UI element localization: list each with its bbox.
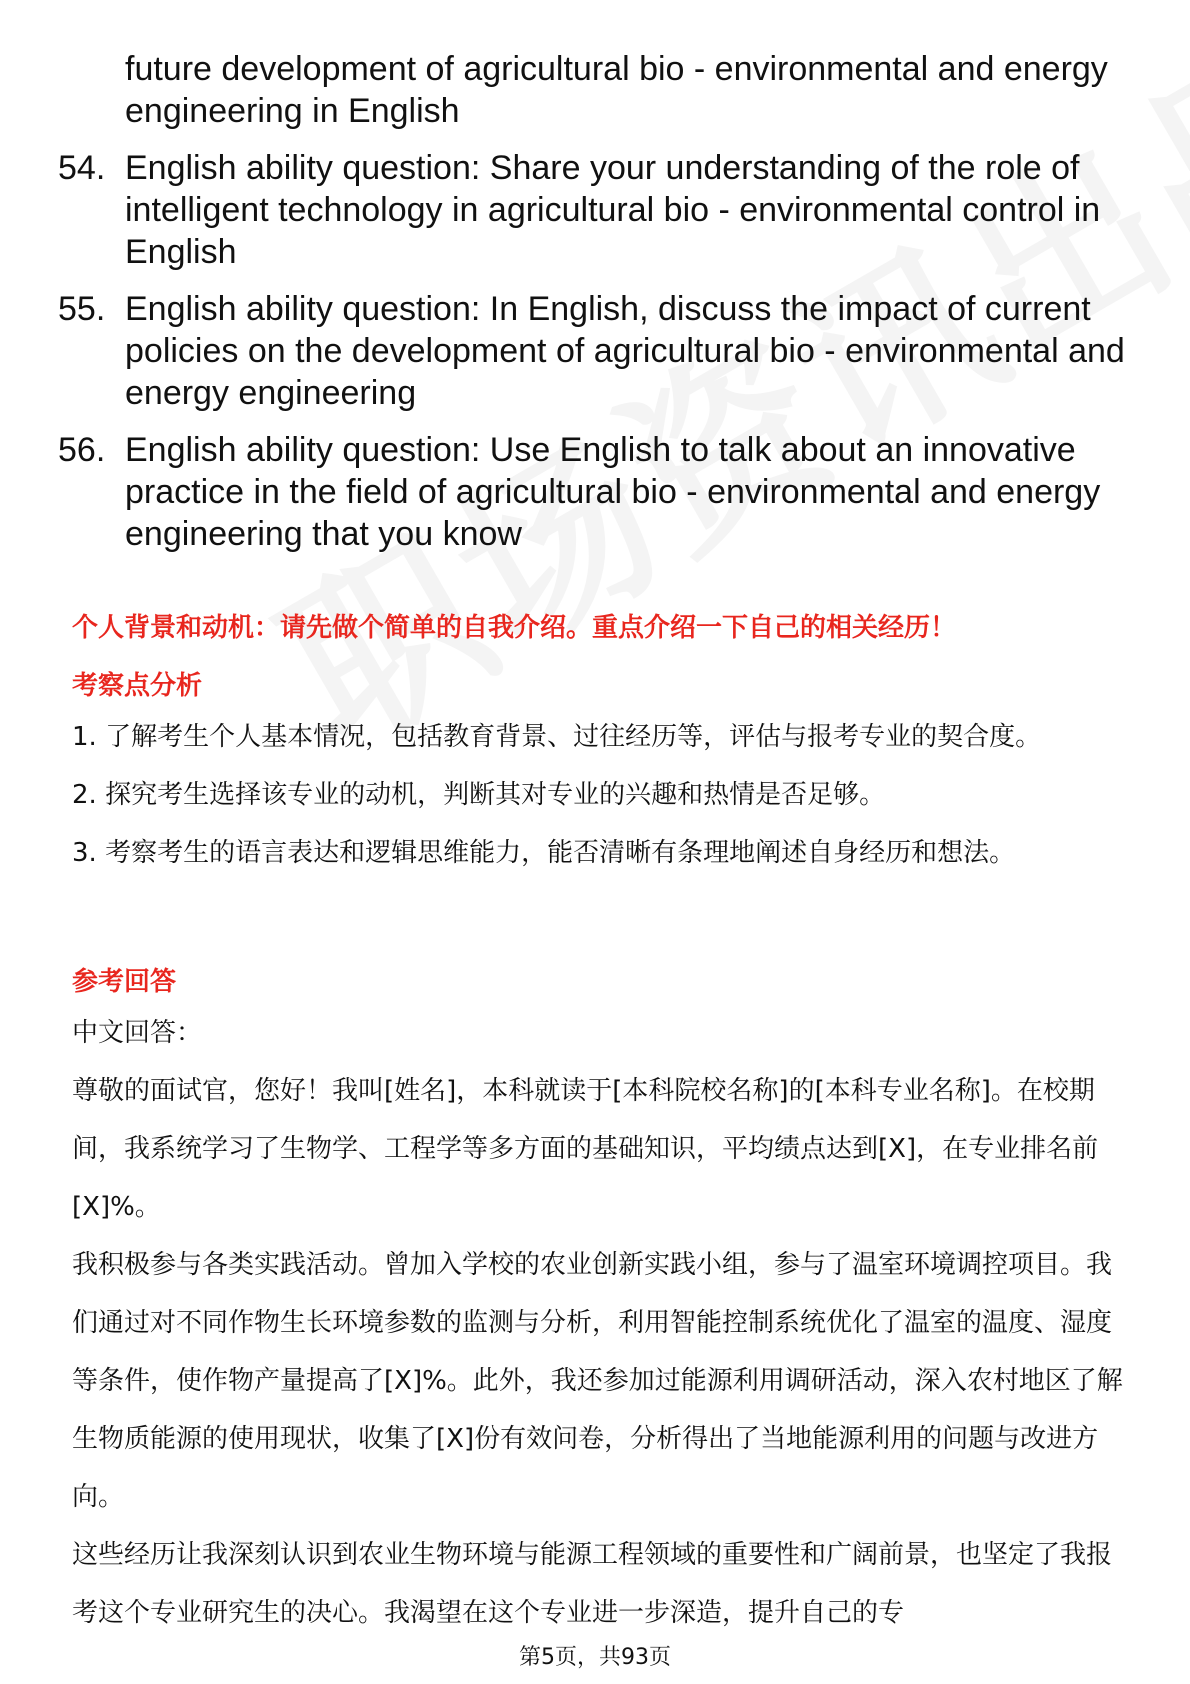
english-question-list [58, 48, 1138, 555]
question-number: 56. [58, 431, 106, 469]
question-item-55 [58, 288, 1138, 414]
answer-paragraph-3: 这些经历让我深刻认识到农业生物环境与能源工程领域的重要性和广阔前景，也坚定了我报考这个专业研究生的决心。我渴望在这个专业进一步深造，提升自己的专 [72, 1540, 1113, 1628]
answer-label: 中文回答： [72, 1018, 203, 1048]
analysis-point-1: 1. 了解考生个人基本情况，包括教育背景、过往经历等，评估与报考专业的契合度。 [72, 722, 1042, 752]
question-item-54 [58, 147, 1138, 273]
answer-paragraph-1: 尊敬的面试官，您好！我叫[姓名]，本科就读于[本科院校名称]的[本科专业名称]。在校期间，我系统学习了生物学、工程学等多方面的基础知识，平均绩点达到[X]，在专业排名前[X]%。 [72, 1076, 1099, 1222]
question-text: English ability question: Use English to talk about an innovative practice in the field of agricultural bio - environmental and energy engineering that you know [125, 431, 1101, 553]
question-number: 55. [58, 290, 106, 328]
question-continuation: future development of agricultural bio - environmental and energy engineering in English [125, 50, 1108, 130]
answer-body [72, 1004, 1132, 1642]
question-item-56 [58, 429, 1138, 555]
analysis-points [72, 708, 1132, 882]
analysis-point-2: 2. 探究考生选择该专业的动机，判断其对专业的兴趣和热情是否足够。 [72, 780, 886, 810]
question-text: English ability question: Share your understanding of the role of intelligent technology in agricultural bio - environmental control in English [125, 149, 1101, 271]
question-number: 54. [58, 149, 106, 187]
question-text: English ability question: In English, discuss the impact of current policies on the development of agricultural bio - environmental and energy engineering [125, 290, 1125, 412]
answer-paragraph-2: 我积极参与各类实践活动。曾加入学校的农业创新实践小组，参与了温室环境调控项目。我们通过对不同作物生长环境参数的监测与分析，利用智能控制系统优化了温室的温度、湿度等条件，使作物产量提高了[X]%。此外，我还参加过能源利用调研活动，深入农村地区了解生物质能源的使用现状，收集了[X]份有效问卷，分析得出了当地能源利用的问题与改进方向。 [72, 1250, 1123, 1512]
analysis-heading: 考察点分析 [72, 671, 203, 701]
analysis-point-3: 3. 考察考生的语言表达和逻辑思维能力，能否清晰有条理地阐述自身经历和想法。 [72, 838, 1016, 868]
answer-heading: 参考回答 [72, 967, 177, 997]
page-footer: 第5页，共93页 [519, 1645, 671, 1670]
question-title: 个人背景和动机：请先做个简单的自我介绍。重点介绍一下自己的相关经历！ [72, 613, 957, 643]
